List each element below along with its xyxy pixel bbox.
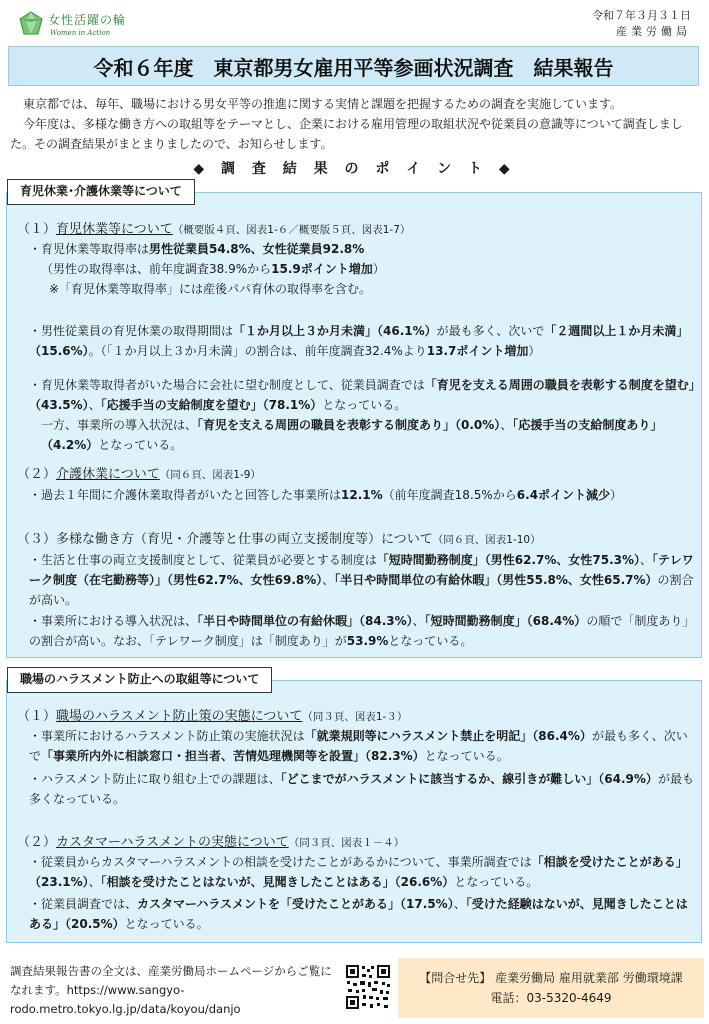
points-heading: ◆ 調 査 結 果 の ポ イ ン ト ◆: [193, 161, 516, 177]
issuer-org: 産業労働局: [616, 25, 691, 38]
section-harassment: [6, 672, 702, 943]
contact-label: 【問合せ先】 産業労働局 雇用就業部 労働環境課: [419, 971, 683, 985]
contact-phone: 電話：03-5320-4649: [490, 991, 612, 1005]
item-title-harassment-measures: （１）職場のハラスメント防止策の実態について（同３頁、図表1-３）: [17, 709, 408, 724]
issuer-block: [592, 8, 691, 40]
gem-logo-icon: [18, 10, 44, 36]
item-title-customer-harassment: （２）カスタマーハラスメントの実態について（同３頁、図表１－４）: [17, 835, 405, 850]
section-tab: 育児休業･介護休業等について: [7, 179, 195, 205]
logo: [18, 8, 138, 42]
page-title: 令和６年度 東京都男女雇用平等参画状況調査 結果報告: [8, 46, 699, 86]
logo-tagline: Women in Action: [50, 29, 111, 37]
harassment-measures: ・事業所におけるハラスメント防止策の実施状況は「就業規則等にハラスメント禁止を明記」（86.4%）が最も多く、次いで「事業所内外に相談窓口・担当者、苦情処理機関等を設置」（82.3%）となっている。: [29, 729, 688, 763]
issue-date: 令和７年３月３１日: [592, 9, 691, 22]
intro-paragraph-1: 東京都では、毎年、職場における男女平等の推進に関する実情と課題を把握するための調査を実施しています。: [23, 97, 623, 111]
item-title-care-leave: （２）介護休業について（同６頁、図表1-9）: [17, 467, 261, 482]
logo-name: 女性活躍の輪: [48, 13, 127, 27]
intro-paragraph-2: 今年度は、多様な働き方への取組等をテーマとし、企業における雇用管理の取組状況や従業員の意識等について調査しました。その調査結果がまとまりましたので、お知らせします。: [10, 117, 683, 151]
item-title-work-style: （３）多様な働き方（育児・介護等と仕事の両立支援制度等）について（同６頁、図表1-10）: [17, 532, 541, 547]
care-leave-result: ・過去１年間に介護休業取得者がいたと回答した事業所は12.1%（前年度調査18.5%から6.4ポイント減少）: [29, 488, 623, 502]
childcare-rate: ・育児休業等取得率は男性従業員54.8%、女性従業員92.8% （男性の取得率は、前年度調査38.9%から15.9ポイント増加） ※「育児休業等取得率」には産後パパ育休の取得率を含む。: [29, 242, 385, 296]
intro: [10, 94, 700, 154]
section-tab: 職場のハラスメント防止への取組等について: [7, 667, 272, 693]
work-style-needs: ・生活と仕事の両立支援制度として、従業員が必要とする制度は「短時間勤務制度」（男性62.7%、女性75.3%）、「テレワーク制度（在宅勤務等）」（男性62.7%、女性69.8%）、「半日や時間単位の有給休暇」（男性55.8%、女性65.7%）の割合が高い。: [29, 553, 694, 607]
harassment-issues: ・ハラスメント防止に取り組む上での課題は、「どこまでがハラスメントに該当するか、線引きが難しい」（64.9%）が最も多くなっている。: [29, 772, 694, 806]
work-style-adoption: ・事業所における導入状況は、「半日や時間単位の有給休暇」（84.3%）、「短時間勤務制度」（68.4%）の順で「制度あり」の割合が高い。なお、「テレワーク制度」は「制度あり」が53.9%となっている。: [29, 614, 695, 648]
childcare-duration: ・男性従業員の育児休業の取得期間は「１か月以上３か月未満」（46.1%）が最も多く、次いで「２週間以上１か月未満」（15.6%）。（「１か月以上３か月未満」の割合は、前年度調査32.4%より13.7ポイント増加）: [29, 324, 689, 358]
item-title-childcare: （１）育児休業等について（概要版４頁、図表1-６／概要版５頁、図表1-7）: [17, 222, 411, 237]
report-link-text: 調査結果報告書の全文は、産業労働局ホームページからご覧になれます。https://www.sangyo-rodo.metro.tokyo.lg.jp/data/koyou/danjo: [10, 964, 332, 1016]
childcare-desired-system: ・育児休業等取得者がいた場合に会社に望む制度として、従業員調査では「育児を支える周囲の職員を表彰する制度を望む」（43.5%）、「応援手当の支給制度を望む」（78.1%）となっている。 一方、事業所の導入状況は、「育児を支える周囲の職員を表彰する制度あり」（0.0%）、「応援手当の支給制度あり」（4.2%）となっている。: [29, 378, 695, 452]
customer-harassment-office: ・従業員からカスタマーハラスメントの相談を受けたことがあるかについて、事業所調査では「相談を受けたことがある」（23.1%）、「相談を受けたことはないが、見聞きしたことはある」（26.6%）となっている。: [29, 855, 688, 889]
contact-box: [398, 958, 704, 1018]
customer-harassment-employee: ・従業員調査では、カスタマーハラスメントを「受けたことがある」（17.5%）、「受けた経験はないが、見聞きしたことはある」（20.5%）となっている。: [29, 897, 688, 931]
qr-code-icon[interactable]: [345, 964, 391, 1010]
section-childcare-leave: [6, 184, 702, 658]
